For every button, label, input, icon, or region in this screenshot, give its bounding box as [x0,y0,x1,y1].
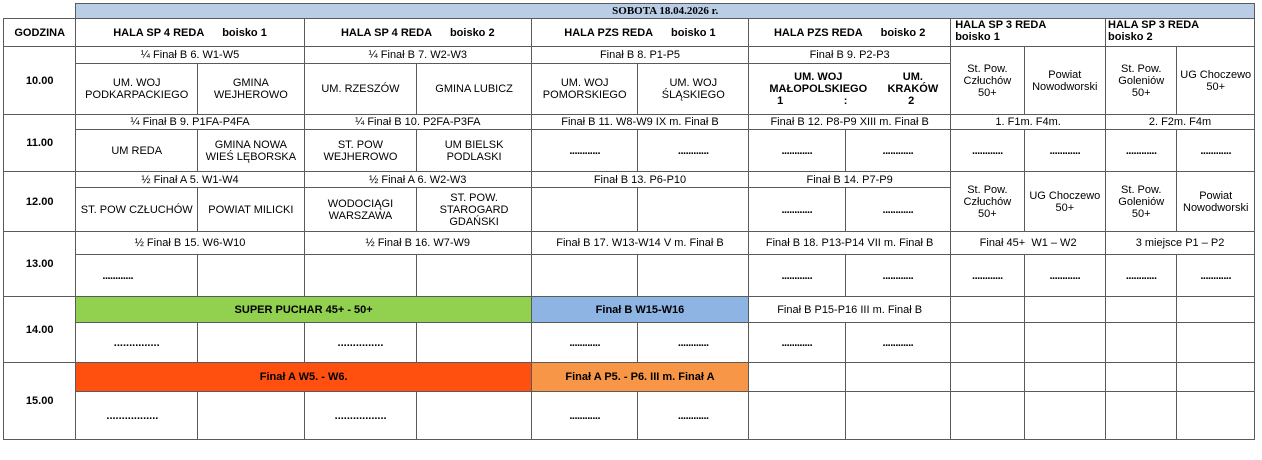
match-label: Finał B 12. P8-P9 XIII m. Finał B [749,115,951,130]
empty-cell [1177,297,1255,323]
team-cell: UM. RZESZÓW [304,64,417,115]
final-a-banner: Finał A W5. - W6. [76,363,532,392]
placeholder-dots: ............ [1177,130,1255,172]
final-a-third-place-banner: Finał A P5. - P6. III m. Finał A [531,363,748,392]
team-cell: St. Pow. Goleniów 50+ [1106,172,1177,232]
final-b-banner: Finał B W15-W16 [531,297,748,323]
placeholder-dots: ............ [749,188,846,232]
match-label: ½ Finał A 5. W1-W4 [76,172,304,188]
match-label: ¼ Finał B 10. P2FA-P3FA [304,115,531,130]
placeholder-dots: ................. [76,392,198,440]
match-result-cell [749,64,951,115]
score-value: 1 [777,95,784,107]
empty-cell [198,392,305,440]
team-cell: GMINA WEJHEROWO [198,64,305,115]
empty-cell [951,363,1024,392]
header-godzina: GODZINA [4,19,76,47]
hour-10: 10.00 [4,47,76,115]
empty-cell [198,255,305,297]
team-cell: St. Pow. Goleniów 50+ [1106,47,1177,115]
placeholder-dots: ............ [76,255,198,297]
team-name: UM. KRAKÓW [887,71,939,95]
placeholder-dots: ............ [951,130,1024,172]
empty-cell [1106,323,1177,363]
empty-cell [1106,392,1177,440]
team-cell: UM BIELSK PODLASKI [417,130,532,172]
empty-cell [1177,323,1255,363]
team-cell: GMINA LUBICZ [417,64,532,115]
empty-cell [951,323,1024,363]
placeholder-dots: ............ [845,188,951,232]
team-cell: GMINA NOWA WIEŚ LĘBORSKA [198,130,305,172]
header-venue-pzs-b1: HALA PZS REDA boisko 1 [531,19,748,47]
match-label: Finał 45+ W1 – W2 [951,232,1106,255]
empty-cell [417,255,532,297]
match-label: Finał B P15-P16 III m. Finał B [749,297,951,323]
team-cell: St. Pow. Człuchów 50+ [951,172,1024,232]
empty-cell [1106,297,1177,323]
match-label: Finał B 11. W8-W9 IX m. Finał B [531,115,748,130]
placeholder-dots: ............ [749,323,846,363]
placeholder-dots: ............ [845,255,951,297]
match-label: Finał B 17. W13-W14 V m. Finał B [531,232,748,255]
empty-cell [304,255,417,297]
team-cell: UM. WOJ ŚLĄSKIEGO [638,64,749,115]
placeholder-dots: ............ [638,392,749,440]
placeholder-dots: ............ [638,323,749,363]
team-name: UM. WOJ MAŁOPOLSKIEGO [769,71,868,95]
team-cell: UG Choczewo 50+ [1177,47,1255,115]
placeholder-dots: ............ [1177,255,1255,297]
match-label: ¼ Finał B 6. W1-W5 [76,47,304,64]
score-separator: : [843,95,848,107]
empty-cell [198,323,305,363]
placeholder-dots: ............ [531,130,638,172]
placeholder-dots: ............ [1106,130,1177,172]
empty-cell [951,297,1024,323]
team-cell: Powiat Nowodworski [1024,47,1105,115]
placeholder-dots: ............ [531,323,638,363]
empty-cell [417,392,532,440]
match-label: ½ Finał B 16. W7-W9 [304,232,531,255]
header-venue-sp4-b2: HALA SP 4 REDA boisko 2 [304,19,531,47]
placeholder-dots: ............ [1024,255,1105,297]
placeholder-dots: ............... [304,323,417,363]
match-label: ¼ Finał B 9. P1FA-P4FA [76,115,304,130]
placeholder-dots: ............ [845,130,951,172]
team-cell: St. Pow. Człuchów 50+ [951,47,1024,115]
match-label: ¼ Finał B 7. W2-W3 [304,47,531,64]
match-label: 1. F1m. F4m. [951,115,1106,130]
empty-cell [749,363,846,392]
hour-14: 14.00 [4,297,76,363]
team-cell: UM. WOJ PODKARPACKIEGO [76,64,198,115]
match-label: 2. F2m. F4m [1106,115,1255,130]
empty-cell [1024,363,1105,392]
match-label: Finał B 14. P7-P9 [749,172,951,188]
date-banner: SOBOTA 18.04.2026 r. [76,4,1255,19]
placeholder-dots: ............ [951,255,1024,297]
match-label: Finał B 18. P13-P14 VII m. Finał B [749,232,951,255]
match-label: ½ Finał B 15. W6-W10 [76,232,304,255]
empty-cell [417,323,532,363]
empty-cell [1106,363,1177,392]
empty-cell [531,255,638,297]
empty-cell [845,363,951,392]
empty-cell [951,392,1024,440]
schedule-table [3,3,1255,440]
header-venue-pzs-b2: HALA PZS REDA boisko 2 [749,19,951,47]
empty-cell [1024,297,1105,323]
header-venue-sp3-b2: HALA SP 3 REDA boisko 2 [1106,19,1255,47]
team-cell: ST. POW WEJHEROWO [304,130,417,172]
hour-12: 12.00 [4,172,76,232]
placeholder-dots [638,188,749,232]
empty-cell [845,392,951,440]
match-label: Finał B 8. P1-P5 [531,47,748,64]
team-cell: POWIAT MILICKI [198,188,305,232]
team-cell: ST. POW. STAROGARD GDAŃSKI [417,188,532,232]
empty-cell [1177,363,1255,392]
team-cell: UM REDA [76,130,198,172]
team-cell: UG Choczewo 50+ [1024,172,1105,232]
placeholder-dots: ............ [1024,130,1105,172]
empty-cell [1024,323,1105,363]
match-label: ½ Finał A 6. W2-W3 [304,172,531,188]
header-venue-sp3-b1: HALA SP 3 REDA boisko 1 [951,19,1106,47]
header-venue-sp4-b1: HALA SP 4 REDA boisko 1 [76,19,304,47]
hour-15: 15.00 [4,363,76,440]
team-cell: WODOCIĄGI WARSZAWA [304,188,417,232]
placeholder-dots: ............... [76,323,198,363]
match-label: Finał B 9. P2-P3 [749,47,951,64]
empty-cell [1177,392,1255,440]
placeholder-dots: ................. [304,392,417,440]
empty-cell [1024,392,1105,440]
hour-11: 11.00 [4,115,76,172]
hour-13: 13.00 [4,232,76,297]
placeholder-dots: ............ [1106,255,1177,297]
placeholder-dots: ............ [749,255,846,297]
placeholder-dots: ............ [531,392,638,440]
placeholder-dots: ............ [845,323,951,363]
empty-cell [638,255,749,297]
team-cell: ST. POW CZŁUCHÓW [76,188,198,232]
placeholder-dots [531,188,638,232]
match-label: Finał B 13. P6-P10 [531,172,748,188]
empty-cell [749,392,846,440]
placeholder-dots: ............ [749,130,846,172]
match-label: 3 miejsce P1 – P2 [1106,232,1255,255]
team-cell: UM. WOJ POMORSKIEGO [531,64,638,115]
placeholder-dots: ............ [638,130,749,172]
team-cell: Powiat Nowodworski [1177,172,1255,232]
super-puchar-banner: SUPER PUCHAR 45+ - 50+ [76,297,532,323]
score-value: 2 [908,95,915,107]
